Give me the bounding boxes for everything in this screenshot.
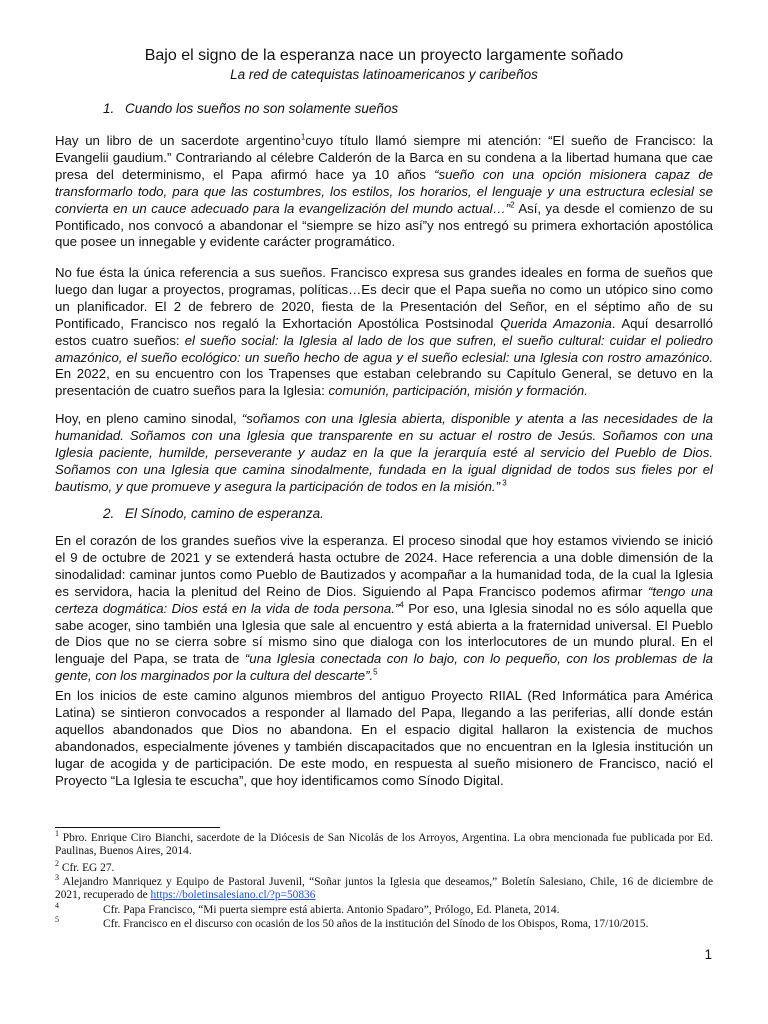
footnote-ref[interactable]: 3: [499, 478, 507, 488]
footnote-text: Cfr. Francisco en el discurso con ocasión de los 50 años de la institución del Sínodo de los Obispos, Roma, 17/10/2015.: [103, 918, 649, 930]
footnote-number: 3: [55, 873, 59, 883]
text-run: . Aquí desarrolló estos cuatro sueños:: [55, 315, 713, 348]
page-number: 1: [704, 947, 712, 962]
footnote-text: Alejandro Manriquez y Equipo de Pastoral Juvenil, “Soñar juntos la Iglesia que deseamos,” Boletín Salesiano, Chile, 16 de diciembre de 2021, recuperado de: [55, 876, 713, 902]
footnote-text: Cfr. Papa Francisco, “Mi puerta siempre está abierta. Antonio Spadaro”, Prólogo, Ed. Planeta, 2014.: [103, 904, 560, 916]
text-run: Hoy, en pleno camino sinodal,: [55, 411, 242, 426]
text-run: cuyo título llamó siempre mi atención: “El sueño de Francisco: la Evangelii gaudium.” Contrariando al célebre Calderón de la Barca en su condena a la libertad humana que cae presa del determinismo, el Papa afirmó hace ya 10 años: [55, 133, 713, 182]
paragraph-1: [55, 133, 713, 251]
text-run: Por eso, una Iglesia sinodal no es sólo aquella que sabe acoger, sino también una Iglesia que sale al encuentro y está abierta a la fraternidad universal. El Pueblo de Dios que no se cierra sobre sí mismo sino que dialoga con los interlocutores de un mundo plural. En el lenguaje del Papa, se trata de: [55, 600, 713, 667]
dreams-list: el sueño social: la Iglesia al lado de los que sufren, el sueño cultural: cuidar el poliedro amazónico, el sueño ecológico: un sueño hecho de agua y el sueño eclesial: una Iglesia con rostro amazónico.: [55, 332, 713, 365]
paragraph-2: [55, 265, 713, 400]
text-run: Hay un libro de un sacerdote argentino: [55, 133, 301, 148]
paragraph-4: [55, 533, 713, 685]
quote: “una Iglesia conectada con lo bajo, con lo pequeño, con los problemas de la gente, con los marginados por la cultura del descarte”.: [55, 651, 713, 684]
section-number: 2.: [103, 506, 115, 521]
footnote-number: 5: [55, 915, 59, 925]
footnote-number: 1: [55, 829, 59, 839]
footnote-separator: [55, 827, 220, 828]
quote: “tengo una certeza dogmática: Dios está en la vida de toda persona.”: [55, 583, 713, 616]
quote: “sueño con una opción misionera capaz de transformarlo todo, para que las costumbres, los estilos, los horarios, el lenguaje y una estructura eclesial se convierta en un cauce adecuado para la evangelización del mundo actual…”: [55, 166, 713, 216]
footnote-5: [55, 915, 713, 931]
paragraph-3: [55, 411, 713, 496]
quote: “soñamos con una Iglesia abierta, disponible y atenta a las necesidades de la humanidad. Soñamos con una Iglesia que transparente en su actuar el rostro de Jesús. Soñamos con una Iglesia paciente, humilde, perseverante y audaz en la que la jerarquía esté al servicio del Pueblo de Dios. Soñamos con una Iglesia que camina sinodalmente, fundada en la igual dignidad de todos sus fieles por el bautismo, y que promueve y asegura la participación de todos en la misión.”: [55, 411, 713, 494]
footnote-1: [55, 829, 713, 859]
section-heading-1: [103, 100, 398, 117]
footnote-ref[interactable]: 5: [373, 667, 378, 677]
footnote-ref[interactable]: 4: [399, 600, 404, 610]
document-subtitle: La red de catequistas latinoamericanos y caribeños: [230, 67, 538, 82]
footnote-number: 4: [55, 901, 59, 911]
work-title: Querida Amazonia: [500, 315, 612, 331]
footnote-text: Cfr. EG 27.: [59, 862, 115, 874]
footnote-link[interactable]: https://boletinsalesiano.cl/?p=50836: [150, 889, 316, 902]
document-title: Bajo el signo de la esperanza nace un proyecto largamente soñado: [144, 47, 624, 64]
paragraph-5: En los inicios de este camino algunos miembros del antiguo Proyecto RIIAL (Red Informática para América Latina) se sintieron convocados a responder al llamado del Papa, llegando a las periferias, allí donde están aquellos abandonados que Dios no abandona. En el espacio digital hallaron la existencia de muchos abandonados, especialmente jóvenes y también discapacitados que no encuentran en la Iglesia institución un lugar de acogida y de participación. De este modo, en respuesta al sueño misionero de Francisco, nació el Proyecto “La Iglesia te escucha”, que hoy identificamos como Sínodo Digital.: [55, 688, 713, 788]
footnote-2: [55, 859, 713, 875]
section-title: Cuando los sueños no son solamente sueños: [125, 101, 399, 116]
section-title: El Sínodo, camino de esperanza.: [125, 506, 324, 521]
footnote-ref[interactable]: 1: [300, 132, 306, 142]
four-dreams: comunión, participación, misión y formación.: [328, 383, 588, 399]
text-run: En 2022, en su encuentro con los Trapenses que estaban celebrando su Capítulo General, se detuvo en la presentación de cuatro sueños para la Iglesia:: [55, 366, 713, 399]
footnote-4: [55, 901, 713, 917]
footnote-ref[interactable]: 2: [510, 200, 515, 210]
text-run: No fue ésta la única referencia a sus sueños. Francisco expresa sus grandes ideales en forma de sueños que luego dan lugar a proyectos, programas, políticas…Es decir que el Papa sueña no como un utópico sino como un planificador. El 2 de febrero de 2020, fiesta de la Presentación del Señor, en el séptimo año de su Pontificado, Francisco nos regaló la Exhortación Apostólica Postsinodal: [55, 265, 713, 331]
footnote-number: 2: [55, 859, 59, 869]
text-run: En el corazón de los grandes sueños vive la esperanza. El proceso sinodal que hoy estamos viviendo se inició el 9 de octubre de 2021 y se extenderá hasta octubre de 2024. Hace referencia a una doble dimensión de la sinodalidad: caminar juntos como Pueblo de Bautizados y acompañar a la humanidad toda, de la cual la Iglesia es servidora, hacia la plenitud del Reino de Dios. Siguiendo al Papa Francisco podemos afirmar: [55, 533, 713, 599]
footnote-3: [55, 873, 713, 903]
footnote-text: Pbro. Enrique Ciro Bianchi, sacerdote de la Diócesis de San Nicolás de los Arroyos, Argentina. La obra mencionada fue publicada por Ed. Paulinas, Buenos Aires, 2014.: [55, 832, 713, 858]
text-run: Así, ya desde el comienzo de su Pontificado, nos convocó a abandonar el “siempre se hizo así”y nos entregó su primera exhortación apostólica que posee un innegable y evidente carácter programático.: [55, 200, 713, 250]
section-heading-2: [103, 505, 324, 522]
section-number: 1.: [103, 101, 115, 116]
